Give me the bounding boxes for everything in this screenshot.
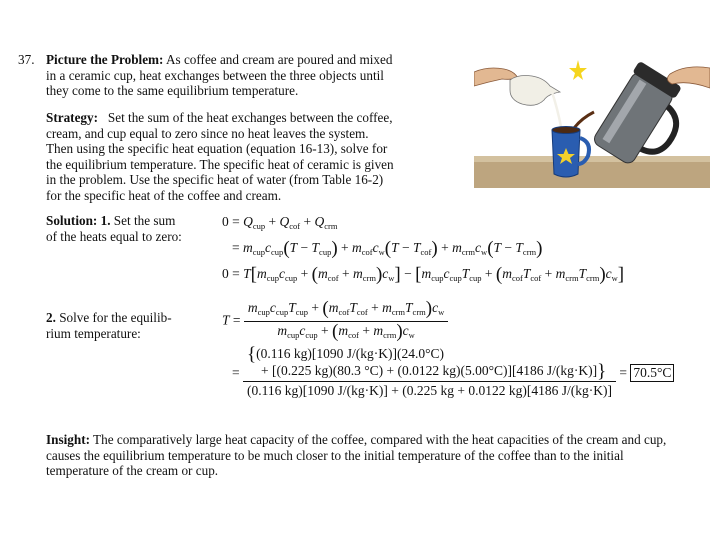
picture-label: Picture the Problem:: [46, 52, 164, 67]
table-surface: [474, 160, 710, 188]
picture-the-problem: [46, 52, 466, 99]
strategy-line-6: for the specific heat of the coffee and cream.: [46, 187, 282, 203]
solution-step-1: [46, 213, 226, 244]
solution-step-1-label: Solution: 1.: [46, 213, 111, 228]
cream-pitcher-icon: [510, 76, 560, 106]
final-answer: 70.5°C: [630, 364, 674, 382]
insight-label: Insight:: [46, 432, 90, 447]
equation-collected-terms: $0 = T[m_{cup}c_{cup} + (m_{cof} + m_{crm})c_w] - [m_{cup}c_{cup}T_{cup} + (m_{cof}T_{cof} + m_{crm}T_{crm})c_w]$: [222, 264, 625, 285]
strategy-line-5: in the problem. Use the specific heat of water (from Table 16-2): [46, 172, 384, 188]
picture-text-3: they come to the same equilibrium temperature.: [46, 83, 299, 99]
equation-sum-of-heats: $0 = Q_{cup} + Q_{cof} + Q_{crm}$: [222, 214, 338, 231]
solution-step-2: [46, 310, 221, 341]
solution-step-2-line-2: rium temperature:: [46, 325, 141, 341]
strategy-line-2: cream, and cup equal to zero since no heat leaves the system.: [46, 125, 369, 141]
numeric-fraction: {(0.116 kg)[1090 J/(kg·K)](24.0°C) + [(0.225 kg)(80.3 °C) + (0.0122 kg)(5.00°C)][4186 J/(kg·K)]} (0.116 kg)[1090 J/(kg·K)] + (0.225 kg + 0.0122 kg)[4186 J/(kg·K)]: [243, 346, 616, 399]
insight-line-3: temperature of the cream or cup.: [46, 463, 219, 479]
solution-step-1-line-2: of the heats equal to zero:: [46, 228, 182, 244]
problem-number: 37.: [18, 52, 35, 67]
solution-step-2-label: 2.: [46, 310, 56, 325]
numeric-substitution: = {(0.116 kg)[1090 J/(kg·K)](24.0°C) + [(0.225 kg)(80.3 °C) + (0.0122 kg)(5.00°C)][4186 J/(kg·K)]} (0.116 kg)[1090 J/(kg·K)] + (0.225 kg + 0.0122 kg)[4186 J/(kg·K)] = 70.5°C: [232, 346, 674, 399]
picture-text-1: As coffee and cream are poured and mixed: [163, 52, 393, 67]
solution-step-1-line-1: Set the sum: [110, 213, 176, 228]
insight-line-1: The comparatively large heat capacity of the coffee, compared with the heat capacities of the cream and cup,: [89, 432, 667, 447]
strategy-label: Strategy:: [46, 110, 98, 125]
strategy-block: [46, 110, 466, 204]
picture-text-2: in a ceramic cup, heat exchanges between the three objects until: [46, 67, 384, 83]
temperature-fraction: $\frac{m_{cup}c_{cup}T_{cup} + (m_{cof}T_{cof} + m_{crm}T_{crm})c_w}{m_{cup}c_{cup} + (m_{cof} + m_{crm})c_w}$: [244, 300, 448, 343]
coffee-and-cream-pouring-illustration: [474, 60, 710, 188]
insight-block: [46, 432, 712, 479]
strategy-line-4: the equilibrium temperature. The specific heat of ceramic is given: [46, 156, 394, 172]
solution-step-2-line-1: Solve for the equilib-: [55, 310, 172, 325]
star-sparkle-icon: [569, 60, 587, 80]
equation-expanded-heats: = $m_{cup}c_{cup}(T - T_{cup}) + m_{cof}c_w(T - T_{cof}) + m_{crm}c_w(T - T_{crm})$: [232, 238, 543, 259]
insight-line-2: causes the equilibrium temperature to be much closer to the initial temperature of the coffee than to the initial: [46, 447, 624, 463]
strategy-line-3: Then using the specific heat equation (equation 16-13), solve for: [46, 141, 388, 157]
equation-equilibrium-temperature: T = $\frac{m_{cup}c_{cup}T_{cup} + (m_{cof}T_{cof} + m_{crm}T_{crm})c_w}{m_{cup}c_{cup} + (m_{cof} + m_{crm})c_w}$: [222, 300, 448, 343]
strategy-line-1: Set the sum of the heat exchanges between the coffee,: [107, 110, 393, 125]
